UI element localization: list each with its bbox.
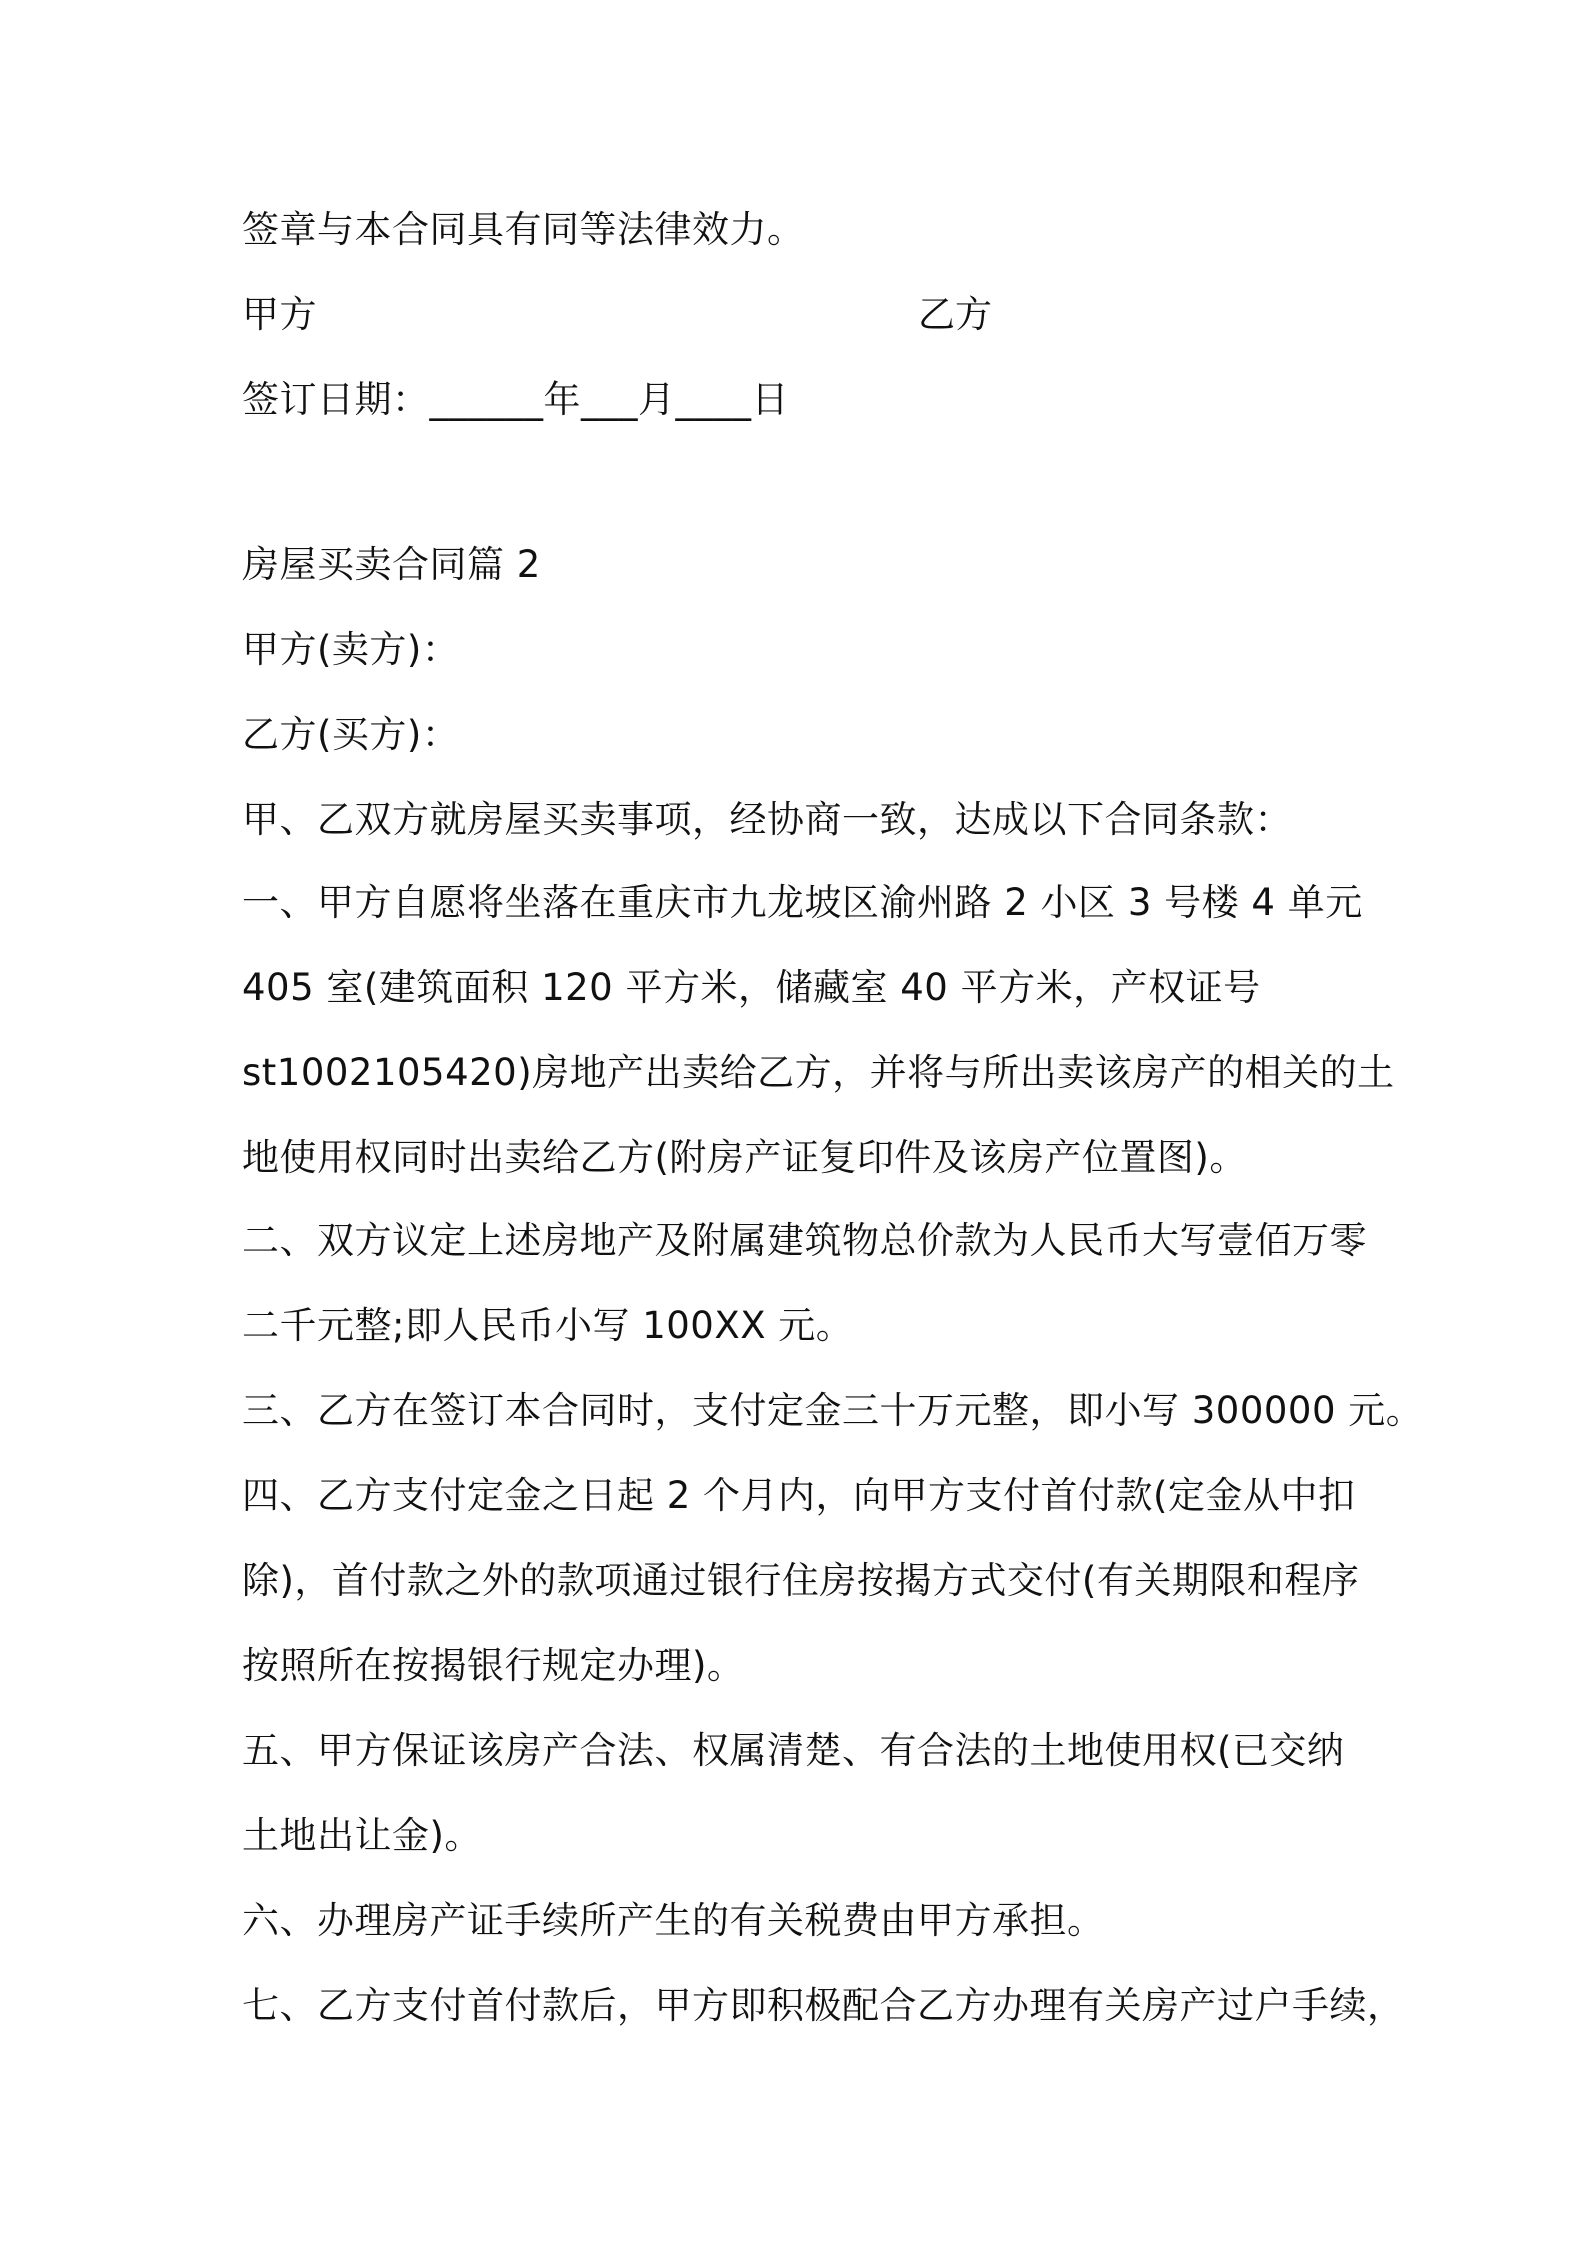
clause-5-line-2: 土地出让金)。 bbox=[242, 1814, 482, 1857]
signing-date-line: 签订日期：______年___月____日 bbox=[242, 378, 789, 421]
clause-4-line-3: 按照所在按揭银行规定办理)。 bbox=[242, 1644, 745, 1687]
party-b-buyer-line: 乙方(买方)： bbox=[242, 713, 460, 756]
clause-text: 签章与本合同具有同等法律效力。 bbox=[242, 208, 805, 251]
clause-4-line-2: 除)，首付款之外的款项通过银行住房按揭方式交付(有关期限和程序 bbox=[242, 1559, 1360, 1602]
section-title: 房屋买卖合同篇 2 bbox=[242, 543, 541, 586]
clause-7-line-1: 七、乙方支付首付款后，甲方即积极配合乙方办理有关房产过户手续， bbox=[242, 1984, 1405, 2027]
clause-1-line-2: 405 室(建筑面积 120 平方米，储藏室 40 平方米，产权证号 bbox=[242, 966, 1261, 1009]
clause-3-line-1: 三、乙方在签订本合同时，支付定金三十万元整，即小写 300000 元。 bbox=[242, 1389, 1424, 1432]
clause-1-line-1: 一、甲方自愿将坐落在重庆市九龙坡区渝州路 2 小区 3 号楼 4 单元 bbox=[242, 881, 1363, 924]
clause-2-line-1: 二、双方议定上述房地产及附属建筑物总价款为人民币大写壹佰万零 bbox=[242, 1219, 1367, 1262]
clause-1-line-4: 地使用权同时出卖给乙方(附房产证复印件及该房产位置图)。 bbox=[242, 1136, 1247, 1179]
party-a-signature-label: 甲方 bbox=[242, 293, 317, 336]
preamble-line: 甲、乙双方就房屋买卖事项，经协商一致，达成以下合同条款： bbox=[242, 798, 1292, 841]
party-b-signature-label: 乙方 bbox=[918, 293, 992, 336]
clause-4-line-1: 四、乙方支付定金之日起 2 个月内，向甲方支付首付款(定金从中扣 bbox=[242, 1474, 1356, 1517]
clause-1-line-3: st1002105420)房地产出卖给乙方，并将与所出卖该房产的相关的土 bbox=[242, 1051, 1395, 1094]
party-a-seller-line: 甲方(卖方)： bbox=[242, 628, 460, 671]
clause-5-line-1: 五、甲方保证该房产合法、权属清楚、有合法的土地使用权(已交纳 bbox=[242, 1729, 1345, 1772]
clause-6-line-1: 六、办理房产证手续所产生的有关税费由甲方承担。 bbox=[242, 1899, 1105, 1942]
clause-2-line-2: 二千元整;即人民币小写 100XX 元。 bbox=[242, 1304, 854, 1347]
